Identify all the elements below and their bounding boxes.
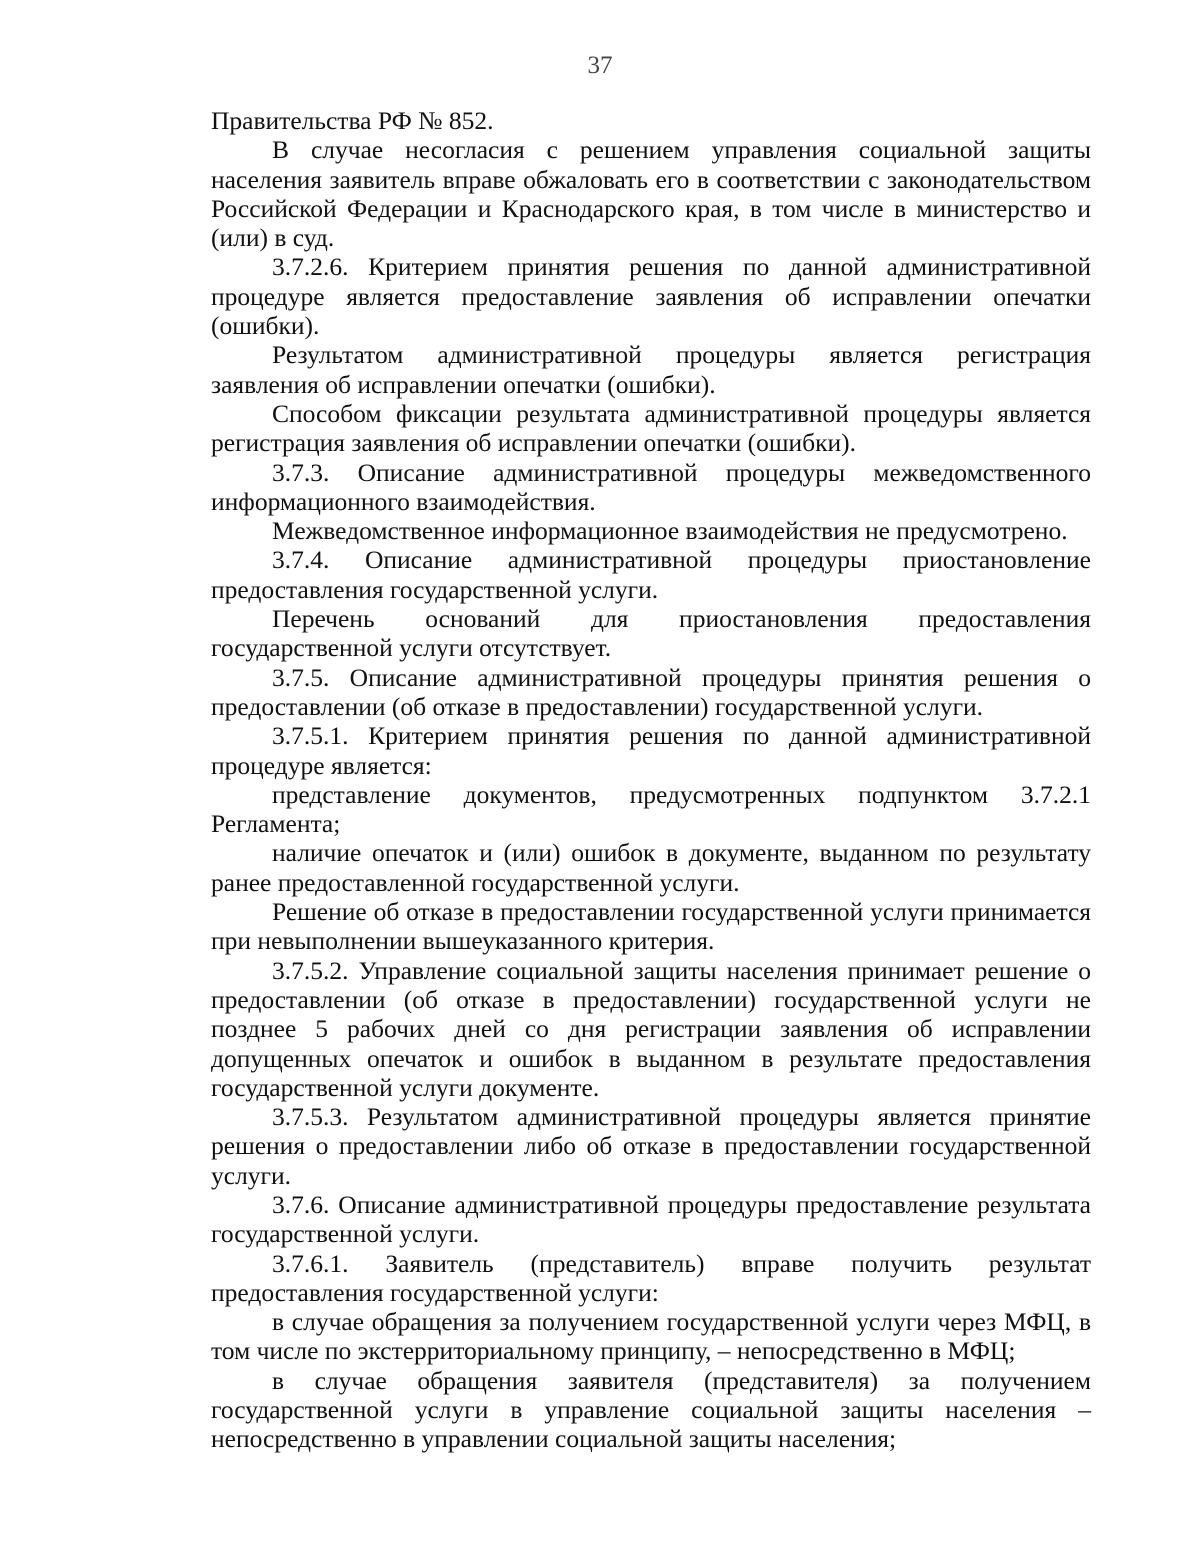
paragraph: В случае несогласия с решением управления социальной защиты населения заявитель вправе обжаловать его в соответствии с законодательством Российской Федерации и Краснодарского края, в том числе в министерство и (или) в суд. [211,135,1091,253]
page-number: 37 [587,52,613,79]
paragraph: 3.7.4. Описание административной процедуры приостановление предоставления государственной услуги. [211,545,1091,604]
paragraph: 3.7.5.3. Результатом административной процедуры является принятие решения о предоставлении либо об отказе в предоставлении государственной услуги. [211,1102,1091,1190]
paragraph: представление документов, предусмотренных подпунктом 3.7.2.1 Регламента; [211,779,1091,839]
paragraph: 3.7.6.1. Заявитель (представитель) вправе получить результат предоставления государственной услуги: [211,1248,1091,1307]
paragraph: в случае обращения заявителя (представителя) за получением государственной услуги в управление социальной защиты населения – непосредственно в управлении социальной защиты населения; [211,1365,1091,1454]
paragraph: Результатом административной процедуры является регистрация заявления об исправлении опечатки (ошибки). [211,340,1091,399]
paragraph: 3.7.5.1. Критерием принятия решения по данной административной процедуре является: [211,721,1091,780]
paragraph: 3.7.6. Описание административной процедуры предоставление результата государственной услуги. [211,1189,1091,1249]
paragraph: Способом фиксации результата административной процедуры является регистрация заявления об исправлении опечатки (ошибки). [211,398,1091,458]
paragraph: 3.7.3. Описание административной процедуры межведомственного информационного взаимодействия. [211,457,1091,516]
paragraph: Перечень оснований для приостановления предоставления государственной услуги отсутствует. [211,604,1091,663]
document-body [211,106,1091,1454]
paragraph: Межведомственное информационное взаимодействия не предусмотрено. [272,516,1068,546]
paragraph: 3.7.2.6. Критерием принятия решения по данной административной процедуре является предоставление заявления об исправлении опечатки (ошибки). [211,252,1091,341]
paragraph: наличие опечаток и (или) ошибок в документе, выданном по результату ранее предоставленной государственной услуги. [211,838,1091,897]
paragraph: Решение об отказе в предоставлении государственной услуги принимается при невыполнении вышеуказанного критерия. [211,897,1091,956]
paragraph: в случае обращения за получением государственной услуги через МФЦ, в том числе по экстерриториальному принципу, – непосредственно в МФЦ; [211,1307,1091,1366]
paragraph: 3.7.5. Описание административной процедуры принятия решения о предоставлении (об отказе в предоставлении) государственной услуги. [211,662,1091,721]
paragraph: 3.7.5.2. Управление социальной защиты населения принимает решение о предоставлении (об отказе в предоставлении) государственной услуги не позднее 5 рабочих дней со дня регистрации заявления об исправлении допущенных опечаток и ошибок в выданном в результате предоставления государственной услуги документе. [211,955,1091,1102]
paragraph: Правительства РФ № 852. [211,106,494,135]
